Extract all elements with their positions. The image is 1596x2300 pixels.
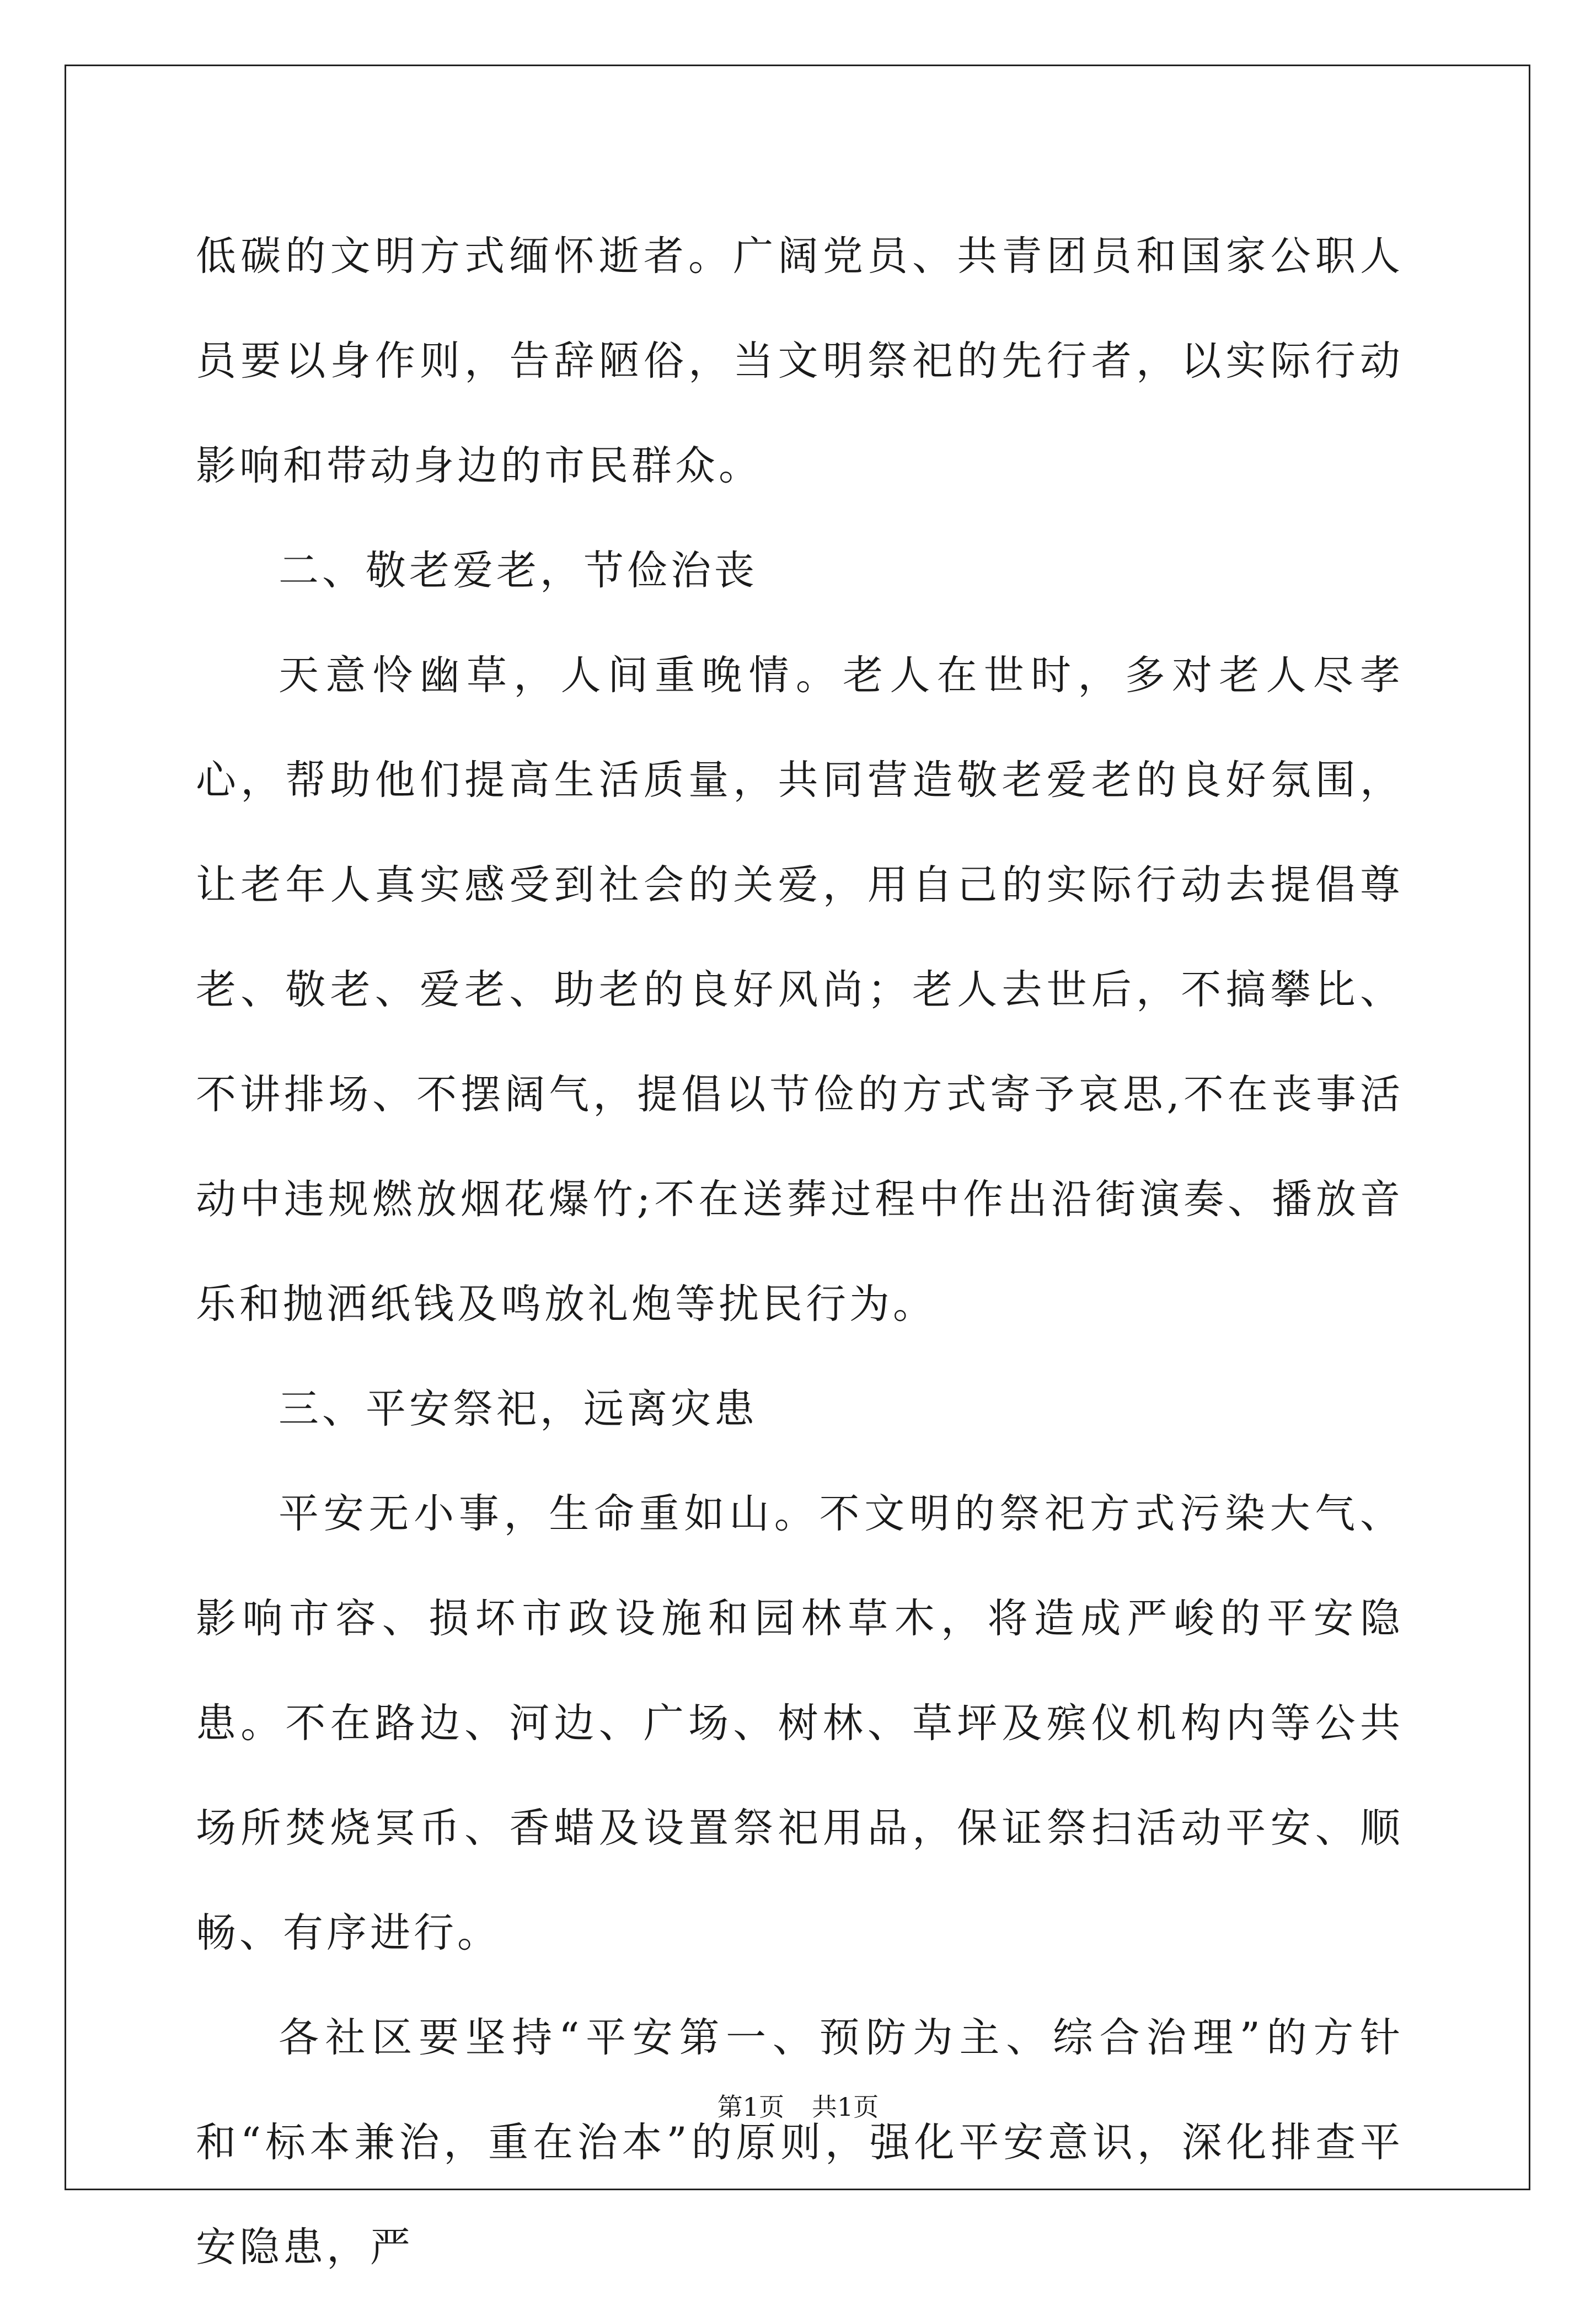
section-heading-2: 二、敬老爱老，节俭治丧: [279, 547, 758, 594]
paragraph-3: 天意怜幽草，人间重晚情。老人在世时，多对老人尽孝心，帮助他们提高生活质量，共同营造敬老爱老的良好氛围，让老年人真实感受到社会的关爱，用自己的实际行动去提倡尊老、敬老、爱老、助老的良好风尚；老人去世后，不搞攀比、不讲排场、不摆阔气，提倡以节俭的方式寄予哀思,不在丧事活动中违规燃放烟花爆竹;不在送葬过程中作出沿街演奏、播放音乐和抛洒纸钱及鸣放礼炮等扰民行为。: [196, 652, 1404, 1328]
paragraph-6: 各社区要坚持“平安第一、预防为主、综合治理”的方针和“标本兼治，重在治本”的原则，强化平安意识，深化排查平安隐患，严: [196, 2014, 1404, 2271]
page-footer: [0, 2090, 1596, 2124]
section-heading-3: 三、平安祭祀，远离灾患: [279, 1386, 758, 1432]
paragraph-5: 平安无小事，生命重如山。不文明的祭祀方式污染大气、影响市容、损坏市政设施和园林草木，将造成严峻的平安隐患。不在路边、河边、广场、树林、草坪及殡仪机构内等公共场所焚烧冥币、香蜡及设置祭祀用品，保证祭扫活动平安、顺畅、有序进行。: [196, 1490, 1404, 1956]
paragraph-1: 低碳的文明方式缅怀逝者。广阔党员、共青团员和国家公职人员要以身作则，告辞陋俗，当文明祭祀的先行者，以实际行动影响和带动身边的市民群众。: [196, 233, 1404, 489]
page-number-current: 第1页: [717, 2092, 784, 2122]
page-number-total: 共1页: [812, 2092, 879, 2122]
document-body: [196, 204, 1404, 2300]
